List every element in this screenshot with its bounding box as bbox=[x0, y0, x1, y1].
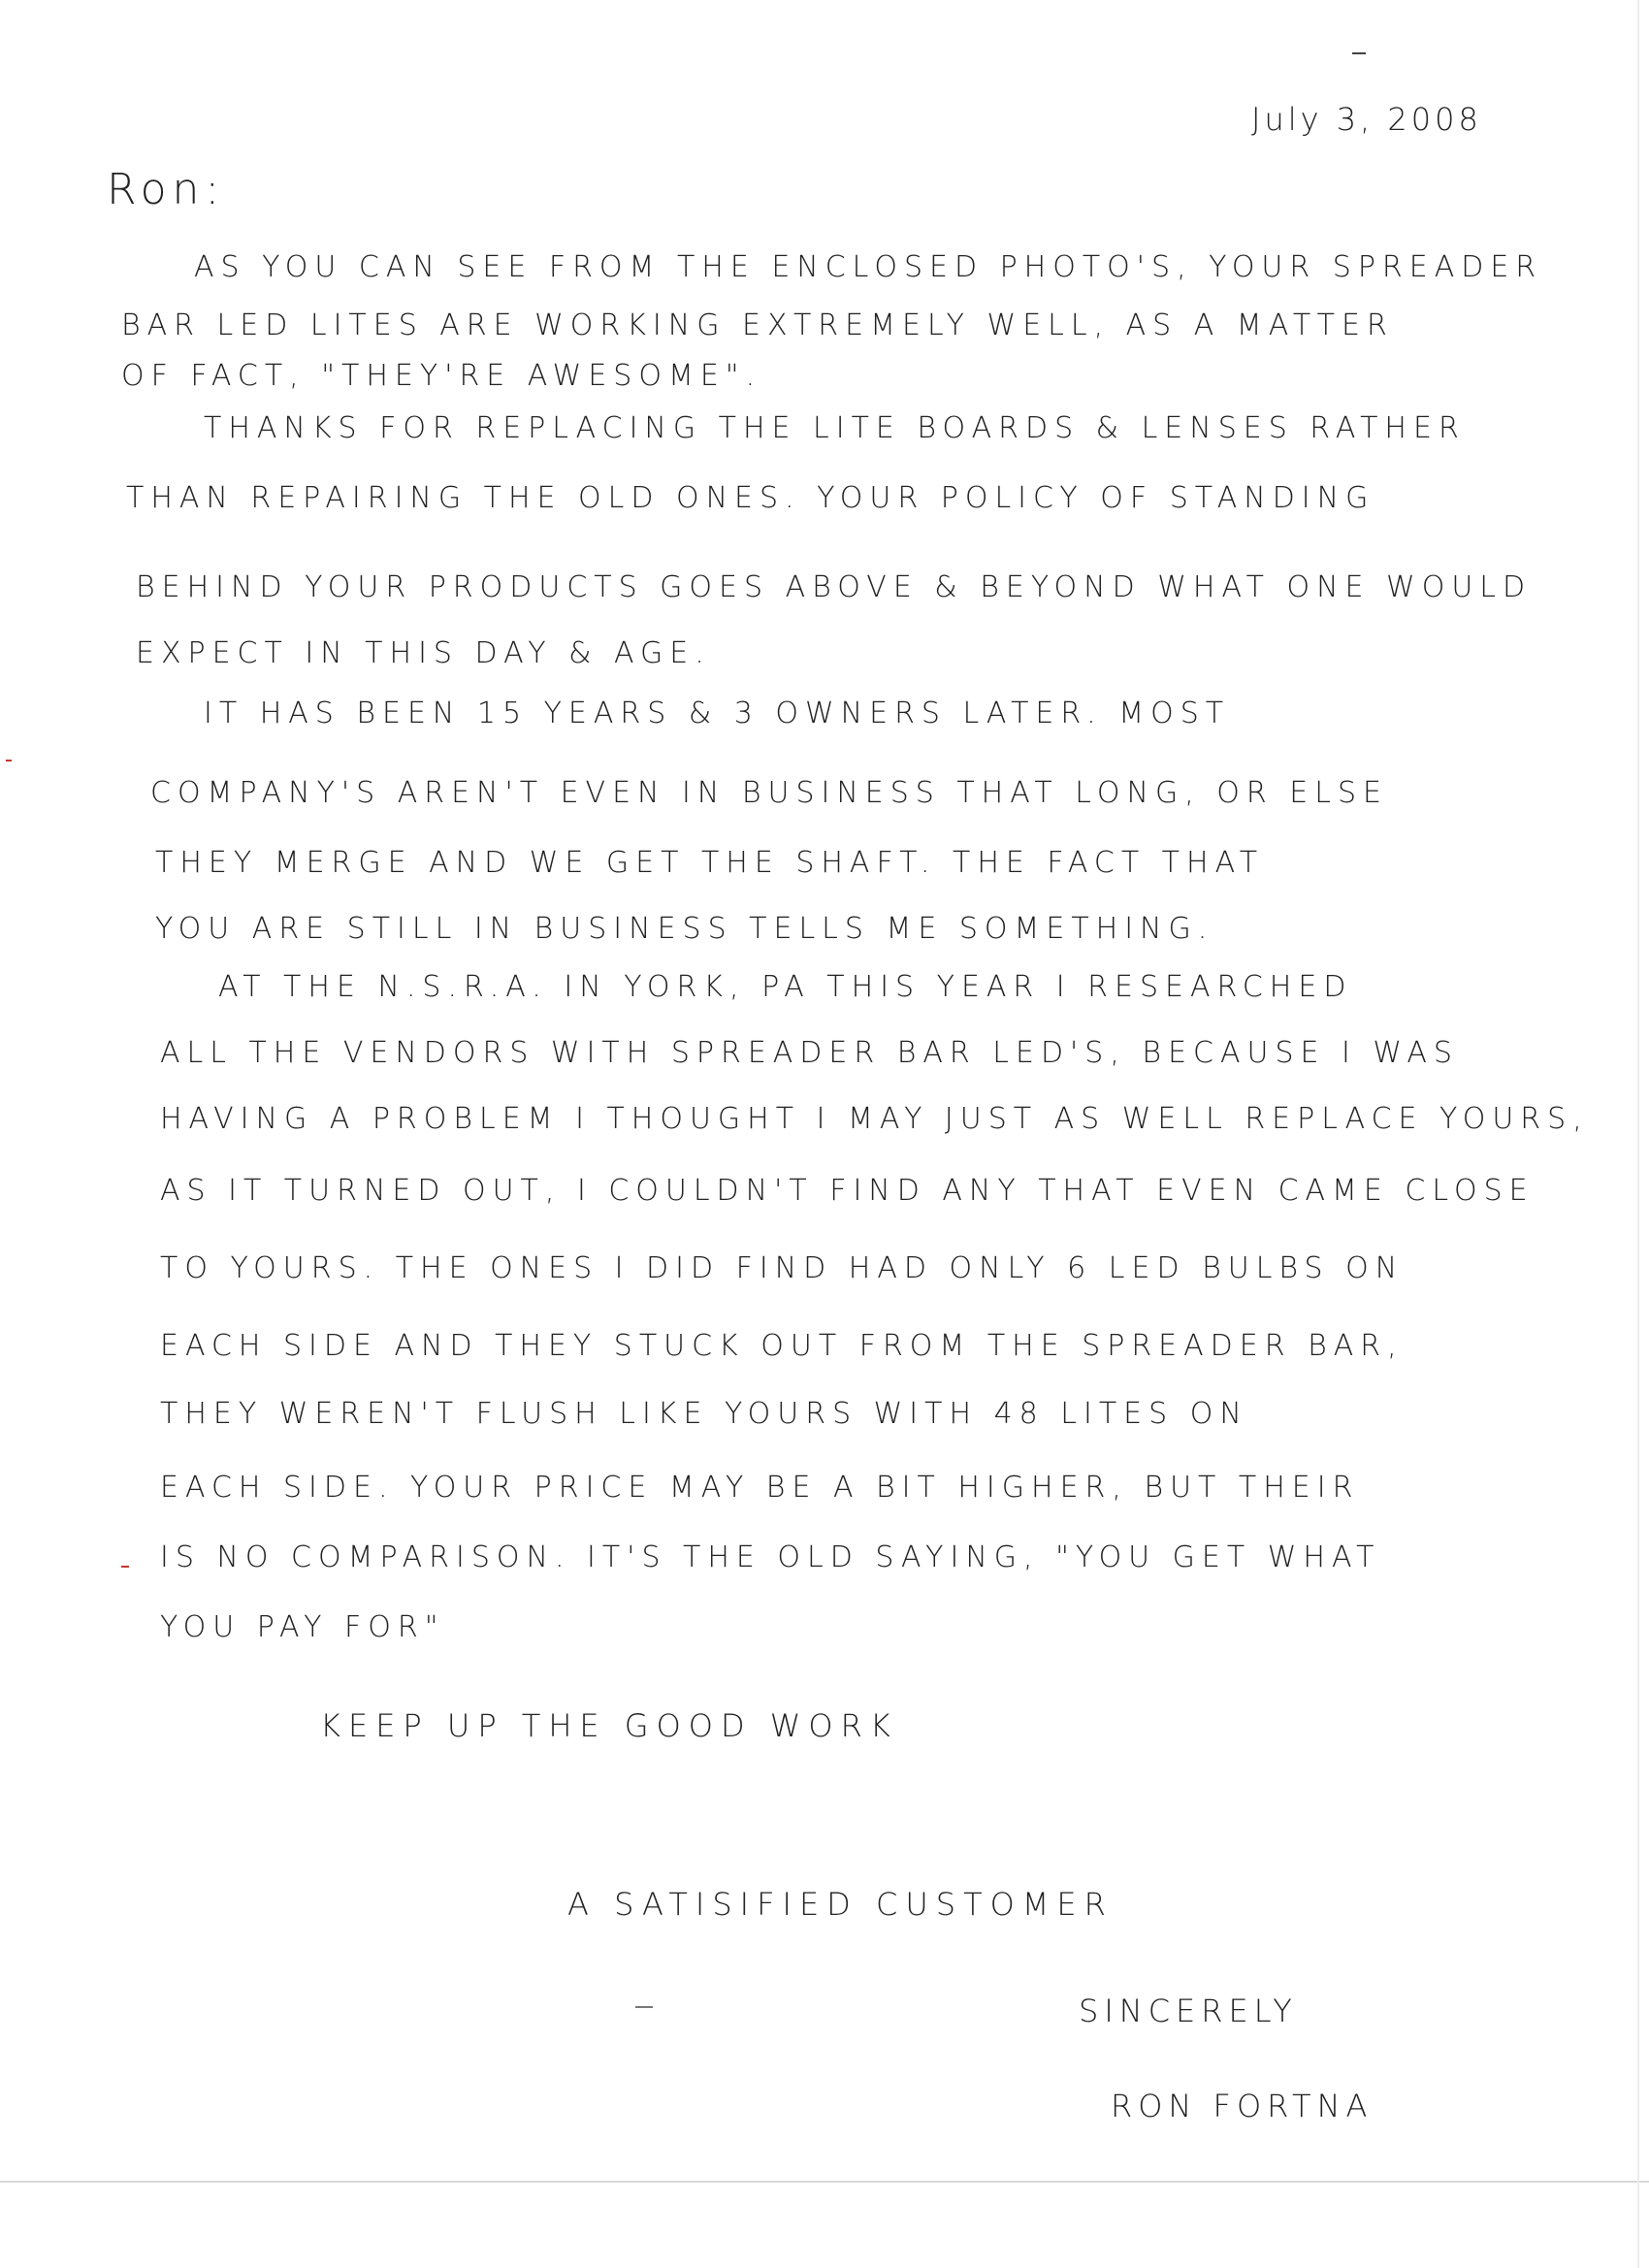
stray-mark bbox=[1352, 52, 1366, 54]
red-mark bbox=[121, 1566, 129, 1568]
body-line: THAN REPAIRING THE OLD ONES. YOUR POLICY OF STANDING bbox=[126, 481, 1375, 515]
body-line: EACH SIDE AND THEY STUCK OUT FROM THE SPREADER BAR, bbox=[160, 1329, 1404, 1363]
body-line: THEY WEREN'T FLUSH LIKE YOURS WITH 48 LITES ON bbox=[160, 1397, 1248, 1431]
body-line: EACH SIDE. YOUR PRICE MAY BE A BIT HIGHER, BUT THEIR bbox=[160, 1471, 1360, 1505]
letter-date: July 3, 2008 bbox=[1251, 101, 1482, 138]
closing-line-1: KEEP UP THE GOOD WORK bbox=[320, 1707, 898, 1744]
body-line: IT HAS BEEN 15 YEARS & 3 OWNERS LATER. MOST bbox=[204, 697, 1231, 730]
body-line: HAVING A PROBLEM I THOUGHT I MAY JUST AS WELL REPLACE YOURS, bbox=[160, 1102, 1589, 1136]
paper-edge bbox=[1637, 0, 1639, 2268]
body-line: TO YOURS. THE ONES I DID FIND HAD ONLY 6 LED BULBS ON bbox=[160, 1251, 1405, 1285]
body-line: THANKS FOR REPLACING THE LITE BOARDS & LENSES RATHER bbox=[204, 411, 1466, 445]
body-line: BAR LED LITES ARE WORKING EXTREMELY WELL, AS A MATTER bbox=[121, 308, 1394, 342]
body-line: BEHIND YOUR PRODUCTS GOES ABOVE & BEYOND WHAT ONE WOULD bbox=[136, 570, 1533, 604]
body-line: YOU ARE STILL IN BUSINESS TELLS ME SOMETHING. bbox=[155, 912, 1214, 946]
body-line: EXPECT IN THIS DAY & AGE. bbox=[136, 636, 711, 670]
salutation: Ron: bbox=[107, 165, 226, 214]
body-line: THEY MERGE AND WE GET THE SHAFT. THE FACT THAT bbox=[155, 846, 1265, 880]
body-line: YOU PAY FOR" bbox=[160, 1610, 445, 1644]
body-line: COMPANY'S AREN'T EVEN IN BUSINESS THAT LONG, OR ELSE bbox=[150, 776, 1388, 810]
body-line: ALL THE VENDORS WITH SPREADER BAR LED'S, BECAUSE I WAS bbox=[160, 1036, 1459, 1070]
body-line: OF FACT, "THEY'RE AWESOME". bbox=[121, 359, 762, 393]
red-mark bbox=[6, 760, 12, 761]
stray-mark bbox=[635, 2006, 653, 2008]
body-line: AS YOU CAN SEE FROM THE ENCLOSED PHOTO'S, YOUR SPREADER bbox=[194, 250, 1543, 284]
closing-line-2: A SATISIFIED CUSTOMER bbox=[567, 1886, 1114, 1923]
body-line: IS NO COMPARISON. IT'S THE OLD SAYING, "YOU GET WHAT bbox=[160, 1540, 1381, 1574]
paper-edge bbox=[0, 2181, 1649, 2183]
valediction: SINCERELY bbox=[1079, 1993, 1298, 2029]
body-line: AS IT TURNED OUT, I COULDN'T FIND ANY THAT EVEN CAME CLOSE bbox=[160, 1174, 1535, 1208]
body-line: AT THE N.S.R.A. IN YORK, PA THIS YEAR I RESEARCHED bbox=[218, 970, 1353, 1004]
signature: RON FORTNA bbox=[1111, 2088, 1374, 2124]
